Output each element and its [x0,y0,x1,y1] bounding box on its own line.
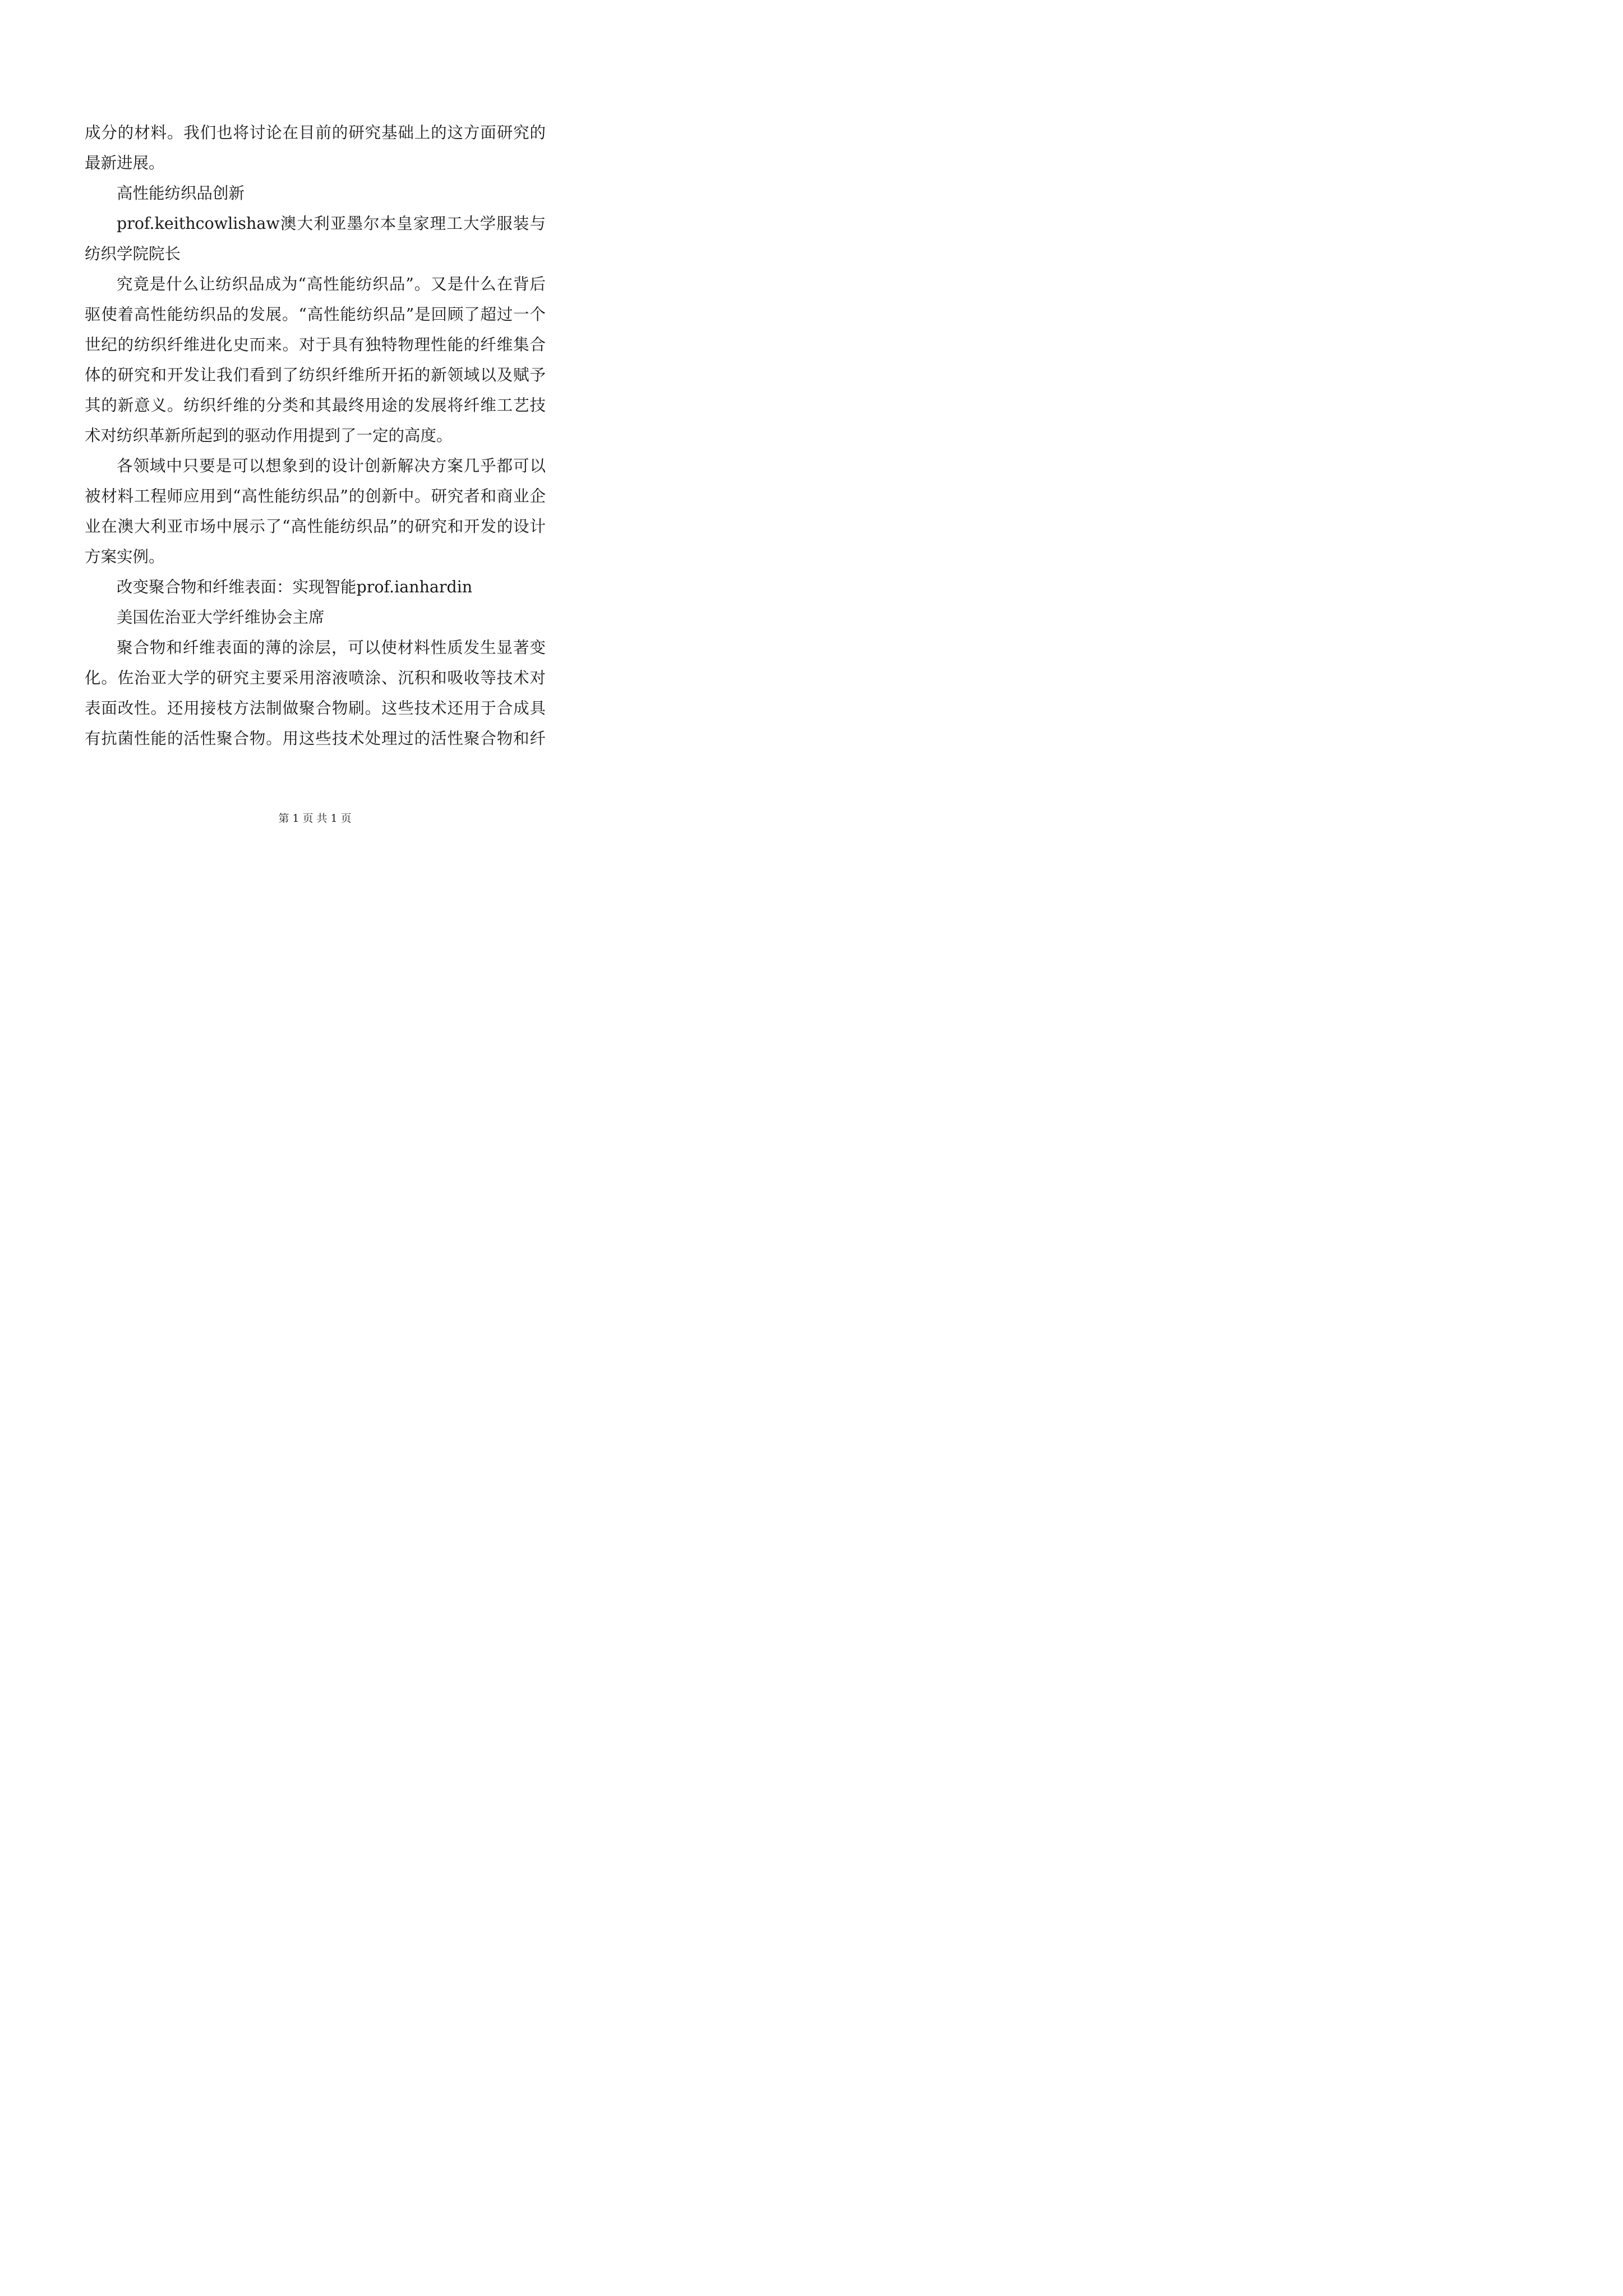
paragraph: 聚合物和纤维表面的薄的涂层，可以使材料性质发生显著变化。佐治亚大学的研究主要采用溶液喷涂、沉积和吸收等技术对表面改性。还用接枝方法制做聚合物刷。这些技术还用于合成具有抗菌性能的活性聚合物。用这些技术处理过的活性聚合物和纤 [85,638,546,748]
paragraph: 各领域中只要是可以想象到的设计创新解决方案几乎都可以被材料工程师应用到“高性能纺织品”的创新中。研究者和商业企业在澳大利亚市场中展示了“高性能纺织品”的研究和开发的设计方案实例。 [85,457,546,566]
speaker-line: 美国佐治亚大学纤维协会主席 [117,608,325,627]
paragraph: 究竟是什么让纺织品成为“高性能纺织品”。又是什么在背后驱使着高性能纺织品的发展。“高性能纺织品”是回顾了超过一个世纪的纺织纤维进化史而来。对于具有独特物理性能的纤维集合体的研究和开发让我们看到了纺织纤维所开拓的新领域以及赋予其的新意义。纺织纤维的分类和其最终用途的发展将纤维工艺技术对纺织革新所起到的驱动作用提到了一定的高度。 [85,275,546,445]
section-heading: 高性能纺织品创新 [117,184,245,203]
speaker-line: prof.keithcowlishaw澳大利亚墨尔本皇家理工大学服装与纺织学院院长 [85,214,546,263]
section-heading: 改变聚合物和纤维表面：实现智能prof.ianhardin [117,578,473,596]
page-footer: 第 1 页 共 1 页 [278,812,352,825]
body-text [85,118,546,754]
paragraph: 成分的材料。我们也将讨论在目前的研究基础上的这方面研究的最新进展。 [85,123,546,172]
document-page [0,0,630,890]
